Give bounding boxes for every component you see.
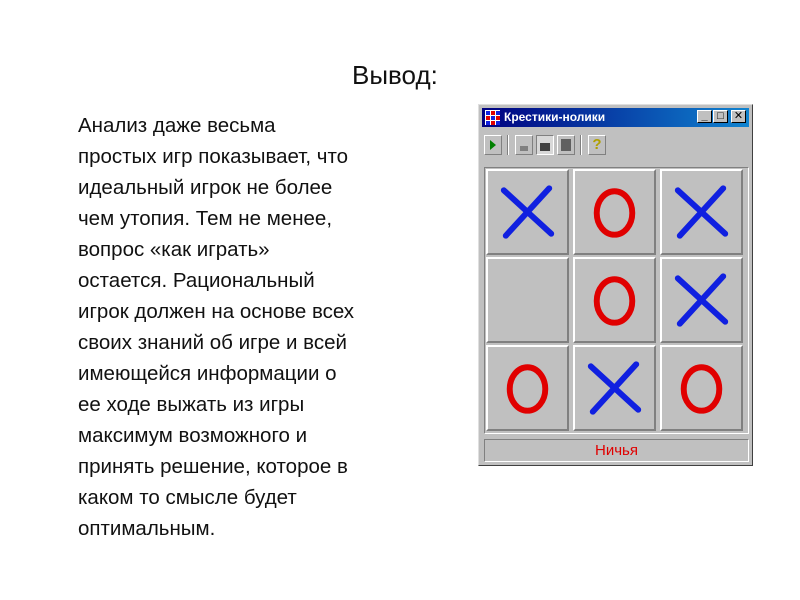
- window-title: Крестики-нолики: [504, 110, 606, 124]
- medium-square-icon: [537, 136, 553, 154]
- game-status: Ничья: [484, 439, 749, 462]
- large-square-icon: [558, 136, 574, 154]
- toolbar-separator: [507, 135, 509, 155]
- o-mark-icon: [575, 259, 654, 341]
- board-cell-2-0[interactable]: [486, 345, 569, 431]
- board-cell-1-0[interactable]: [486, 257, 569, 343]
- x-mark-icon: [662, 259, 741, 341]
- title-bar[interactable]: [482, 108, 749, 127]
- x-mark-icon: [488, 171, 567, 253]
- o-mark-icon: [662, 347, 741, 429]
- tic-tac-toe-window: [478, 104, 753, 466]
- maximize-button[interactable]: □: [713, 110, 728, 123]
- slide-title: Вывод:: [352, 60, 438, 90]
- toolbar: [482, 131, 749, 161]
- board-size-large-button[interactable]: [557, 135, 575, 155]
- board-size-small-button[interactable]: [515, 135, 533, 155]
- minimize-button[interactable]: _: [697, 110, 712, 123]
- board-cell-0-1[interactable]: [573, 169, 656, 255]
- board-cell-1-1[interactable]: [573, 257, 656, 343]
- help-button[interactable]: ?: [588, 135, 606, 155]
- x-mark-icon: [662, 171, 741, 253]
- toolbar-separator: [580, 135, 582, 155]
- board-cell-0-0[interactable]: [486, 169, 569, 255]
- game-board: [484, 167, 749, 434]
- slide-body-text: Анализ даже весьма простых игр показывает, что идеальный игрок не более чем утопия. Тем не менее, вопрос «как играть» остается. Рациональный игрок должен на основе всех своих знаний об игре и всей имеющейся информации о ее ходе выжать из игры максимум возможного и принять решение, которое в каком то смысле будет оптимальным.: [78, 114, 355, 540]
- close-button[interactable]: ✕: [731, 110, 746, 123]
- board-size-medium-button[interactable]: [536, 135, 554, 155]
- board-cell-0-2[interactable]: [660, 169, 743, 255]
- board-cell-2-1[interactable]: [573, 345, 656, 431]
- x-mark-icon: [575, 347, 654, 429]
- app-icon: [485, 110, 500, 125]
- board-cell-1-2[interactable]: [660, 257, 743, 343]
- o-mark-icon: [488, 347, 567, 429]
- play-button[interactable]: [484, 135, 502, 155]
- small-square-icon: [516, 136, 532, 154]
- play-icon: [485, 136, 501, 154]
- o-mark-icon: [575, 171, 654, 253]
- board-cell-2-2[interactable]: [660, 345, 743, 431]
